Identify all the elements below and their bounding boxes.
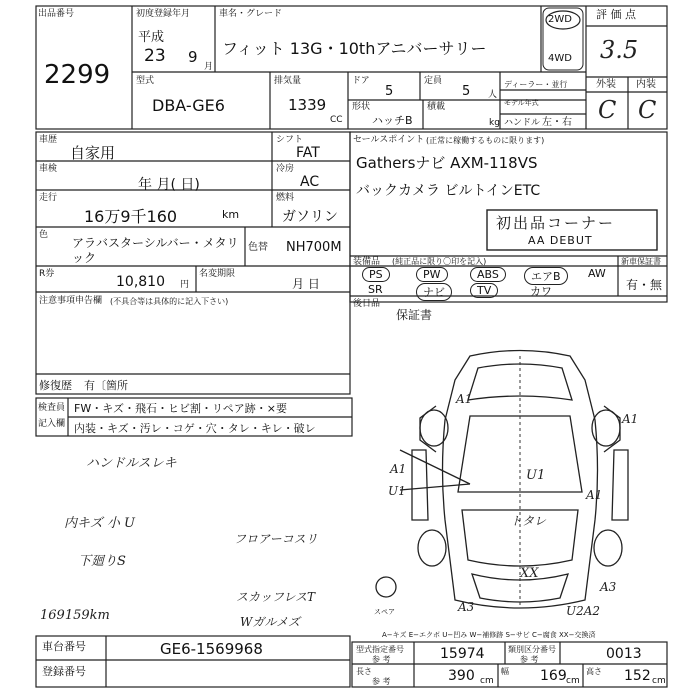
diagram-mark: U2A2 bbox=[566, 604, 601, 618]
hand-note-4: フロアーコスリ bbox=[234, 532, 318, 546]
equipment-item: PW bbox=[416, 267, 448, 282]
category-label: 類別区分番号 bbox=[508, 645, 556, 654]
category: 0013 bbox=[606, 646, 642, 662]
diagram-mark: U1 bbox=[388, 484, 406, 498]
new-car-value: 有・無 bbox=[626, 278, 663, 292]
model-num-ref: 参 考 bbox=[372, 655, 391, 664]
equipment-item: TV bbox=[470, 283, 498, 298]
ac: AC bbox=[300, 174, 320, 190]
width: 169 bbox=[540, 668, 567, 684]
sales-label: セールスポイント bbox=[353, 135, 425, 145]
equipment-item: PS bbox=[362, 267, 390, 282]
inspector-label-2: 記入欄 bbox=[38, 419, 66, 429]
capacity: 5 bbox=[462, 84, 471, 99]
rating-value: 3.5 bbox=[600, 36, 639, 64]
mileage: 16万9千160 bbox=[84, 207, 178, 226]
model-num-label: 型式指定番号 bbox=[356, 645, 404, 654]
drive-4wd: 4WD bbox=[548, 53, 572, 64]
equipment-item: AW bbox=[588, 267, 606, 280]
reg-month: 9 bbox=[188, 48, 198, 66]
km-unit: km bbox=[222, 208, 240, 221]
width-label: 幅 bbox=[501, 667, 509, 676]
diagram-mark: A1 bbox=[622, 412, 639, 426]
inspector-line-2: 内装・キズ・汚レ・コゲ・穴・タレ・キレ・破レ bbox=[74, 422, 316, 435]
diagram-mark: U1 bbox=[526, 468, 546, 483]
damage-legend: A−キズ E−エクボ U−凹み W−補修跡 S−サビ C−腐食 XX−交換済 bbox=[382, 631, 596, 639]
chassis-number: GE6-1569968 bbox=[160, 640, 263, 658]
equip-sub: (純正品に限り〇印を記入) bbox=[392, 257, 487, 266]
inspector-label-1: 検査員 bbox=[38, 403, 66, 413]
chassis-label: 車台番号 bbox=[42, 640, 86, 653]
diagram-mark: A1 bbox=[390, 462, 407, 476]
fuel-label: 燃料 bbox=[276, 193, 295, 203]
expiry: 月 日 bbox=[292, 277, 320, 291]
length: 390 bbox=[448, 668, 475, 684]
doors-label: ドア bbox=[352, 76, 370, 86]
equipment-item: ABS bbox=[470, 267, 506, 282]
height-label: 高さ bbox=[586, 667, 602, 676]
history-label: 車歴 bbox=[39, 135, 58, 145]
month-unit: 月 bbox=[204, 62, 214, 72]
hand-note-1: ハンドルスレキ bbox=[86, 456, 177, 471]
color-label: 色 bbox=[39, 230, 49, 240]
sales-line-2: バックカメラ ビルトインETC bbox=[356, 183, 541, 199]
goods-label: 後日品 bbox=[353, 299, 381, 309]
car-name-label: 車名・グレード bbox=[219, 9, 283, 19]
model-year-label: モデル年式 bbox=[504, 99, 539, 107]
color-code: NH700M bbox=[286, 240, 342, 255]
handle-label: ハンドル bbox=[504, 118, 541, 128]
expiry-label: 名変期限 bbox=[199, 269, 236, 279]
stamp-line-1: 初出品コーナー bbox=[496, 214, 616, 232]
diagram-mark: A3 bbox=[458, 600, 475, 614]
diagram-mark: XX bbox=[520, 566, 539, 581]
diagram-mark: トタレ bbox=[510, 514, 547, 528]
handle: 左・右 bbox=[542, 117, 572, 128]
notes-label: 注意事項申告欄 bbox=[39, 296, 103, 306]
car-diagram bbox=[376, 351, 628, 609]
stamp-line-2: AA DEBUT bbox=[528, 234, 593, 247]
mileage-label: 走行 bbox=[39, 193, 58, 203]
displacement-label: 排気量 bbox=[274, 76, 302, 86]
kg-unit: kg bbox=[489, 118, 500, 128]
equipment-item: カワ bbox=[530, 285, 552, 298]
drive-2wd: 2WD bbox=[548, 14, 572, 25]
model-num: 15974 bbox=[440, 646, 485, 662]
repair: 有〔箇所 bbox=[84, 379, 128, 392]
hand-note-2: 内キズ 小 U bbox=[64, 516, 135, 531]
era: 平成 bbox=[138, 30, 165, 45]
capacity-label: 定員 bbox=[424, 76, 443, 86]
repair-label: 修復歴 bbox=[39, 379, 72, 392]
recycle: 10,810 bbox=[116, 274, 165, 290]
color-code-label: 色替 bbox=[248, 242, 268, 253]
notes-sub: (不具合等は具体的に記入下さい) bbox=[110, 297, 229, 306]
displacement: 1339 bbox=[288, 96, 327, 114]
spare-label: スペア bbox=[374, 608, 395, 616]
shape: ハッチB bbox=[372, 114, 413, 127]
lot-number: 2299 bbox=[44, 60, 111, 90]
exterior-label: 外装 bbox=[596, 79, 616, 90]
history: 自家用 bbox=[70, 144, 116, 162]
ac-label: 冷房 bbox=[276, 164, 295, 174]
load-label: 積載 bbox=[427, 102, 446, 112]
rating-label: 評 価 点 bbox=[596, 8, 636, 21]
equip-label: 装備品 bbox=[353, 257, 381, 267]
diagram-mark: A1 bbox=[586, 488, 603, 502]
registration-label: 登録番号 bbox=[42, 665, 86, 678]
length-label: 長さ bbox=[356, 667, 372, 676]
car-name: フィット 13G・10thアニバーサリー bbox=[222, 39, 487, 58]
inspection-label: 車検 bbox=[39, 164, 58, 174]
sales-line-1: Gathersナビ AXM-118VS bbox=[356, 154, 538, 172]
length-unit: cm bbox=[480, 676, 494, 686]
equipment-item: SR bbox=[368, 283, 383, 296]
fuel: ガソリン bbox=[282, 209, 338, 225]
length-ref: 参 考 bbox=[372, 677, 391, 686]
hand-note-5: スカッフレスT bbox=[236, 590, 316, 604]
category-ref: 参 考 bbox=[520, 655, 539, 664]
model-label: 型式 bbox=[136, 76, 155, 86]
goods: 保証書 bbox=[396, 308, 433, 322]
hand-note-7: 169159km bbox=[40, 608, 110, 623]
diagram-mark: A3 bbox=[600, 580, 617, 594]
sales-sub: (正常に稼働するものに限ります) bbox=[426, 136, 545, 145]
reg-year: 23 bbox=[144, 46, 166, 66]
inspector-line-1: FW・キズ・飛石・ヒビ割・リペア跡・×要 bbox=[74, 402, 287, 415]
capacity-unit: 人 bbox=[488, 90, 498, 100]
lot-label: 出品番号 bbox=[38, 9, 75, 19]
height-unit: cm bbox=[652, 676, 666, 686]
dealer-label: ディーラー・並行 bbox=[504, 80, 568, 89]
first-reg-label: 初度登録年月 bbox=[136, 9, 191, 19]
doors: 5 bbox=[385, 84, 394, 99]
interior-grade: C bbox=[638, 96, 657, 124]
exterior-grade: C bbox=[598, 96, 617, 124]
cc-unit: CC bbox=[330, 115, 343, 125]
shift: FAT bbox=[296, 145, 320, 161]
equipment-item: エアB bbox=[524, 267, 568, 285]
diagram-mark: A1 bbox=[456, 392, 473, 406]
model-code: DBA-GE6 bbox=[152, 96, 225, 115]
color: アラバスターシルバー・メタリック bbox=[72, 236, 239, 265]
hand-note-3: 下廻りS bbox=[78, 554, 126, 569]
inspection: 年 月( 日) bbox=[138, 177, 200, 193]
shape-label: 形状 bbox=[352, 102, 371, 112]
recycle-unit: 円 bbox=[180, 280, 190, 290]
new-car-label: 新車保証書 bbox=[621, 257, 661, 266]
equipment-item: ナビ bbox=[416, 283, 452, 301]
height: 152 bbox=[624, 668, 651, 684]
interior-label: 内装 bbox=[636, 79, 656, 90]
width-unit: cm bbox=[566, 676, 580, 686]
recycle-label: R券 bbox=[39, 269, 55, 279]
shift-label: シフト bbox=[276, 135, 304, 145]
hand-note-6: Wガルメズ bbox=[240, 615, 300, 629]
